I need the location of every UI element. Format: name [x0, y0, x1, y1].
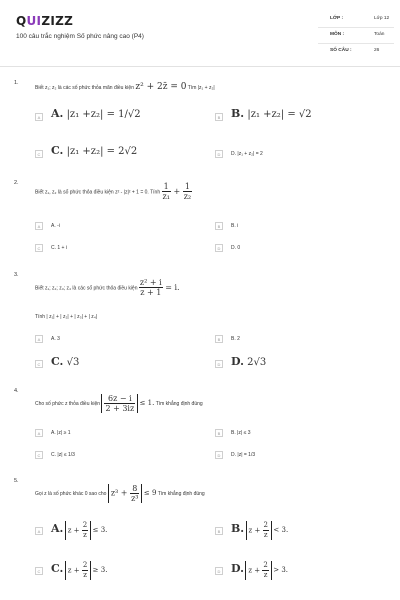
- worksheet-title: 100 câu trắc nghiệm Số phức nâng cao (P4): [16, 33, 144, 40]
- meta-divider: [318, 43, 394, 44]
- meta-divider: [318, 27, 394, 28]
- question-subtext: Tính | z₁| + | z₂| + | z₃| + | z₄|: [35, 314, 98, 320]
- question-text: Cho số phức z thỏa điều kiện $\frac{6z - i}{2 + 3iz}$ ≤ 1. Tìm khẳng định đúng: [35, 394, 203, 413]
- question-text: Gọi z là số phức khác 0 sao cho z³ + $\frac{8}{\text{z³}}$ ≤ 9 Tìm khẳng định đúng: [35, 484, 205, 503]
- question-text: Biết z₁; z₂ là các số phức thỏa mãn điều kiện z² + 2z̄ = 0 Tìm |z₁ + z₂|: [35, 82, 215, 92]
- question-text: Biết z₁, z₂ là số phức thỏa điều kiện z² - |z|² + 1 = 0. Tính $\frac{1}{\text{z₁}}$ + $\frac{1}{\text{z₂}}$: [35, 182, 192, 201]
- worksheet-header: QUIZIZZ 100 câu trắc nghiệm Số phức nâng cao (P4) LỚP : Lớp 12 MÔN : Toán SỐ CÂU : 26: [0, 0, 400, 67]
- quizizz-logo: QUIZIZZ: [16, 14, 74, 28]
- question-text: Biết z₁; z₂; z₃; z₄ là các số phức thỏa điều kiện $\frac{\text{z² + i}}{z + 1}$ = i.: [35, 278, 180, 297]
